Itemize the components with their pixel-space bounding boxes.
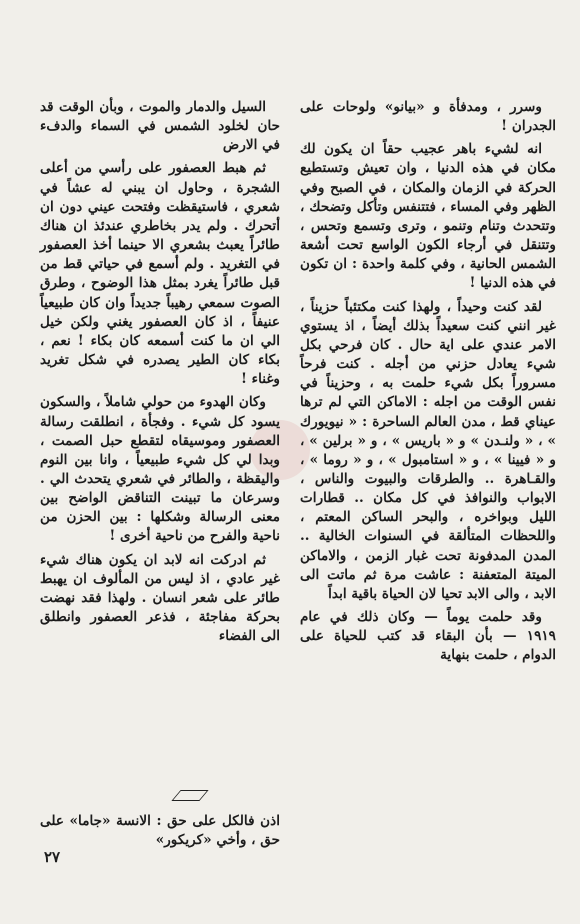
- paragraph: ثم ادركت انه لابد ان يكون هناك شيء غير عادي ، اذ ليس من المألوف ان يهبط طائر على شعر انسان . ولهذا فقد نهضت بحركة مفاجئة ، فذعر العصفور وانطلق الى الفضاء: [40, 551, 280, 645]
- section-divider-ornament: [171, 790, 208, 801]
- page-number: ٢٧: [44, 848, 61, 866]
- paragraph: ثم هبط العصفور على رأسي من أعلى الشجرة ، وحاول ان يبني له عشاً في شعري ، فاستيقظت وفتحت عيني دون ان أتحرك . ولم يدر بخاطري عندئذ ان هناك طائراً يعبث بشعري الا حينما أخذ العصفور في التغريد . ولم أسمع في حياتي قط من قبل طائراً يغرد بمثل هذا الوضوح ، وطرق الصوت سمعي رهيباً جديداً وان كان طبيعياً عنيفاً ، اذ كان العصفور يغني ولكن خيل الي ان ما كنت أسمعه كان بكاء ! نعم ، بكاء كان الطير يصدره في شكل تغريد وغناء !: [40, 160, 280, 388]
- paragraph: وقد حلمت يوماً — وكان ذلك في عام ١٩١٩ — بأن البقاء قد كتب للحياة على الدوام ، حلمت بنهاية: [300, 609, 556, 664]
- right-text-column: [300, 98, 556, 670]
- left-text-column: [40, 98, 280, 650]
- paragraph: وسرر ، ومدفأة و «بيانو» ولوحات على الجدران !: [300, 99, 556, 135]
- paragraph: وكان الهدوء من حولي شاملاً ، والسكون يسود كل شيء . وفجأة ، انطلقت رسالة العصفور وموسيقاه لتقطع حبل الصمت ، وبدا لي كل شيء طبيعياً ، وانا بين النوم واليقظة ، والطائر في شعري يتحدث الي . وسرعان ما تبينت التناقض الواضح بين معنى الرسالة وشكلها : بين الحزن من ناحية والفرح من ناحية أخرى !: [40, 394, 280, 545]
- paragraph: انه لشيء باهر عجيب حقاً ان يكون لك مكان في هذه الدنيا ، وان تعيش وتستطيع الحركة في الزمان والمكان ، في الصبح وفي الظهر وفي المساء ، فتتنفس وتأكل وتضحك ، وتتحدث وتنام وتنمو ، وترى وتسمع وتحس ، وتتنقل في أرجاء الكون الواسع تحت أشعة الشمس الحانية ، وفي كلمة واحدة : ان تكون في هذه الدنيا !: [300, 141, 556, 292]
- closing-paragraph: اذن فالكل على حق : الانسة «جاما» على حق ، وأخي «كريكور»: [40, 813, 280, 848]
- paragraph: السيل والدمار والموت ، وبأن الوقت قد حان لخلود الشمس في السماء والدفء في الارض: [40, 99, 280, 154]
- paragraph: لقد كنت وحيداً ، ولهذا كنت مكتئباً حزيناً ، غير انني كنت سعيداً بذلك أيضاً ، اذ يستوي الامر عندي على اية حال . كان فرحي بكل شيء يعادل حزني من أجله . كنت فرحاً مسروراً بكل شيء حلمت به ، وحزيناً في نفس الوقت من اجله : الاماكن التي لم ترها عيناي قط ، مدن العالم الساحرة : « نيويورك » ، « ولنـدن » و « باريس » ، و « برلين » ، و « فيينا » ، و « استامبول » ، و « روما » ، والقـاهرة .. والطرقات والبيوت والناس ، الابواب والنوافذ في كل مكان .. قطارات الليل وبواخره ، والبحر الساكن المعتم ، واللحظات المتألقة في السنوات الخالية .. المدن المدفونة تحت غبار الزمن ، والاماكن الميتة المتعفنة : عاشت مرة ثم ماتت الى الابد ، والى الابد تحيا لان الحياة باقية ابداً: [300, 298, 556, 602]
